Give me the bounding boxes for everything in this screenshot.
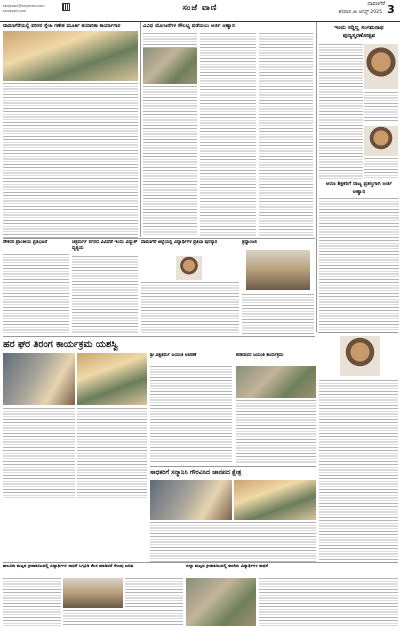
page-number: 3 (387, 3, 395, 16)
banner-text-left (3, 408, 75, 498)
top-center-text-b (143, 86, 197, 236)
mid-center2-headline: ದಾವಣಗೆರೆ ಜಿಲ್ಲೆಯಲ್ಲಿ ವಿದ್ಯಾರ್ಥಿಗಳ ಪ್ರತಿಭಾ ಪುರಸ್ಕಾರ (141, 240, 218, 245)
col-rule-1 (140, 22, 141, 237)
city: ದಾವಣಗೆರೆ (367, 1, 385, 7)
lower-banner-photo-2 (234, 480, 316, 520)
banner-text-mid (77, 408, 147, 498)
lower-banner-photo-1 (150, 480, 232, 520)
masthead (0, 0, 400, 22)
bottom-left-text-3 (125, 578, 183, 608)
bottom-right-headline: ಜಿಲ್ಲಾ ಮಟ್ಟದ ಕ್ರೀಡಾಕೂಟದಲ್ಲಿ ಶಾಲೆಯ ವಿದ್ಯಾರ್ಥಿಗಳ ಸಾಧನೆ (186, 563, 268, 568)
h-rule-lower (150, 466, 316, 467)
top-right-text (319, 44, 363, 179)
top-left-photo (3, 31, 138, 81)
bottom-left-headline: ತಾಲೂಕು ಮಟ್ಟದ ಕ್ರೀಡಾಕೂಟದಲ್ಲಿ ವಿದ್ಯಾರ್ಥಿಗಳ ಸಾಧನೆ ಒಗ್ಗೂಡಿ ಕೆಲಸ ಮಾಡಿದರೆ ಗೆಲುವು ಖಚಿತ (3, 563, 134, 568)
banner-photo-2 (77, 353, 147, 405)
date: ಶನಿವಾರ ೨೩ ಆಗಸ್ಟ್ 2025 (338, 10, 382, 15)
lower-banner-text (150, 522, 316, 562)
top-right-portrait (364, 44, 398, 89)
top-right-headline: ಇಂದು ಸದ್ದಿಲ್ಲ ಸಂಗಮನಾಥ ಪುಣ್ಯಸ್ಮರಣೋತ್ಸವ (334, 25, 384, 39)
bottom-left-text (3, 578, 61, 626)
top-left-text (3, 83, 138, 238)
h-rule-left (3, 238, 315, 239)
lower-banner-headline: ಸಾಧಕರಿಗೆ ಸನ್ಮಾನಿಸಿ ಗೌರವಿಸಿದ ಜಾನಪದ ಕ್ಷೇತ್ರ (150, 469, 242, 476)
contact-line-1: sanjevani@sanjevani.com (3, 4, 45, 8)
center-lower-headline: ಶ್ರೀ ವಿಶ್ವಕರ್ಮ ಜಯಂತಿ ಆಚರಣೆ (150, 353, 197, 358)
paper-name: ಸಂಜೆ ವಾಣಿ (182, 3, 218, 12)
top-center-text-d (259, 33, 313, 236)
col-rule-2 (316, 22, 317, 332)
bottom-left-text-2 (63, 610, 183, 626)
top-center-headline: ವಿವಿಧ ಯೋಜನೆಗಳ ಸೌಲಭ್ಯ ಪಡೆಯಲು ಅರ್ಜಿ ಆಹ್ವಾನ (143, 23, 236, 29)
mid-center-headline: ಚಿತ್ರದುರ್ಗ ನಗರದ ವಿವಿಧೆಡೆ ಇಂದು ವಿದ್ಯುತ್ ವ್ಯತ್ಯಯ (72, 240, 138, 251)
mid-center2-portrait (176, 256, 202, 280)
mid-center2-text (141, 282, 239, 334)
right-lower-photo (236, 366, 316, 398)
mid-left-headline: ನೌಕರರ ಪ್ರಾಂತೀಯ ಪ್ರತಿಭಟನೆ (3, 240, 48, 245)
col-rule-3 (318, 332, 398, 333)
mid-center3-portrait (246, 250, 310, 290)
masthead-rule (0, 21, 400, 22)
contact-line-2: sanjevani.com (3, 9, 27, 13)
bottom-right-text (259, 578, 398, 626)
mid-center3-text (242, 294, 314, 334)
top-right-text-b (364, 92, 398, 122)
top-center-text-c (200, 33, 256, 236)
far-right-photo (340, 336, 380, 376)
bottom-right-photo (186, 578, 256, 626)
center-lower-text (150, 366, 232, 464)
top-right-text-c (364, 158, 398, 178)
right-lower-headline: ಕನಕದಾಸರ ಜಯಂತಿ ಕಾರ್ಯಕ್ರಮ (236, 353, 284, 358)
banner-headline: ಹರ ಘರ ತಿರಂಗ ಕಾರ್ಯಕ್ರಮ ಯಶಸ್ವಿ (3, 339, 118, 350)
right-headline-2: ಅರಣ ಶಿಕ್ಷಕರಿಗೆ ರಾಜ್ಯ ಪ್ರಶಸ್ತಿಗಾಗಿ ಅರ್ಜಿ ಆಹ್ವಾನ (325, 181, 393, 195)
mid-center-text (72, 256, 138, 334)
banner-photo-1 (3, 353, 75, 405)
far-right-text (319, 380, 398, 560)
top-right-portrait-2 (364, 126, 398, 156)
mid-center3-headline: ಶ್ರದ್ಧಾಂಜಲಿ (242, 240, 258, 245)
top-left-headline: ದಾವಣಗೆರೆಯಲ್ಲಿ ಪರಿಸರ ಸ್ನೇಹಿ ಗಣೇಶ ಮೂರ್ತಿ ತಯಾರಿಕಾ ಕಾರ್ಯಾಗಾರ (3, 23, 121, 29)
qr-icon (62, 3, 70, 11)
bottom-left-photo (63, 578, 123, 608)
mid-left-text (3, 254, 69, 334)
right-text-2 (319, 198, 399, 330)
right-lower-text (236, 400, 316, 464)
h-rule-banner (3, 336, 315, 337)
top-center-photo (143, 48, 197, 84)
